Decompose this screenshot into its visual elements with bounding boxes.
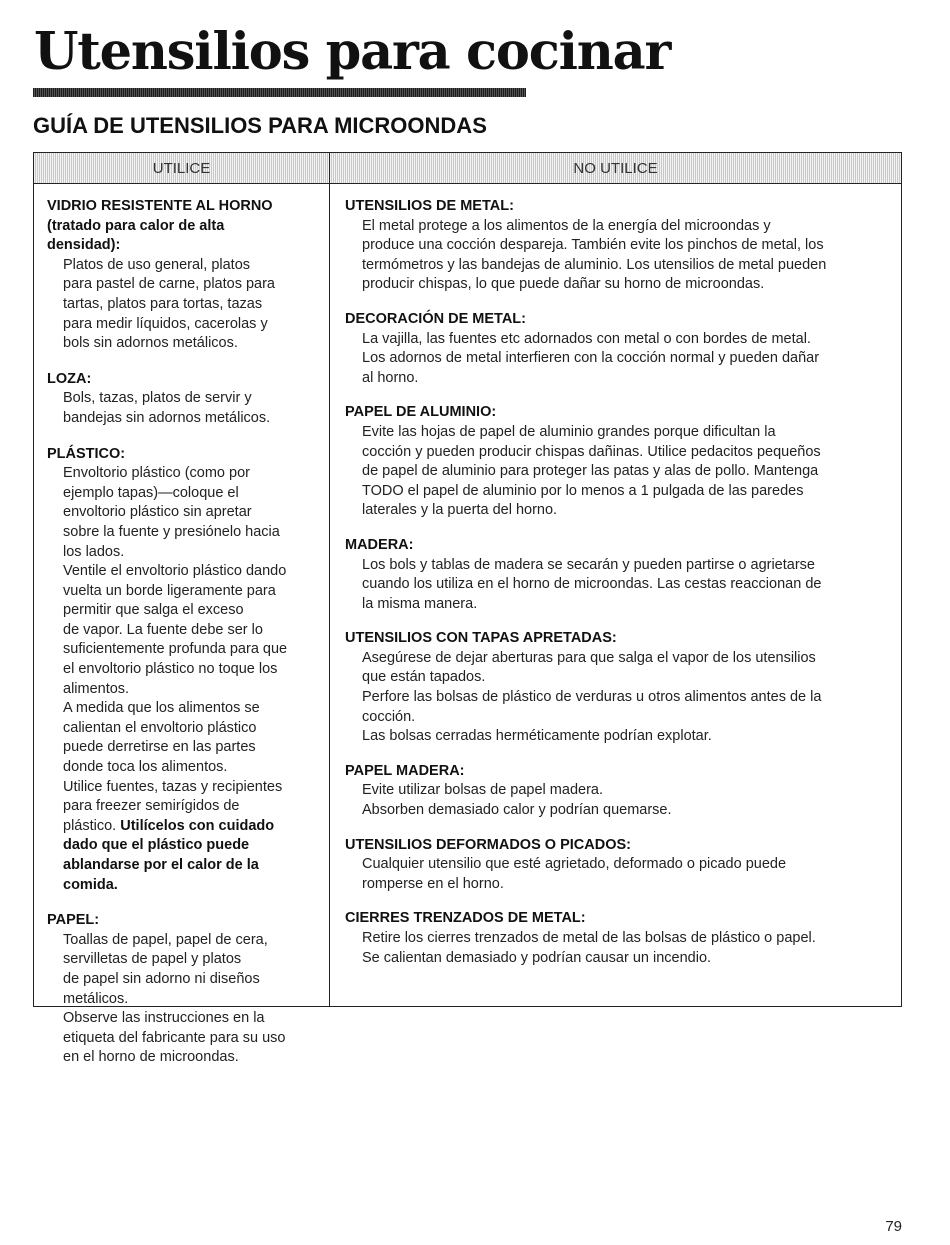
item-description: [345, 929, 893, 968]
desc-line: calientan el envoltorio plástico: [63, 719, 257, 736]
desc-line: cuando los utiliza en el horno de microondas. Las cestas reaccionan de: [362, 576, 822, 593]
heading-line: densidad):: [47, 237, 121, 254]
desc-line: permitir que salga el exceso: [63, 602, 244, 619]
desc-line: servilletas de papel y platos: [63, 951, 242, 968]
desc-line: cocción y pueden producir chispas dañinas. Utilice pedacitos pequeños: [362, 443, 821, 460]
desc-line: puede derretirse en las partes: [63, 739, 256, 756]
desc-line: Envoltorio plástico (como por: [63, 465, 250, 482]
desc-line: Se calientan demasiado y podrían causar un incendio.: [362, 949, 712, 966]
item-brown-paper: [345, 762, 893, 821]
desc-line: A medida que los alimentos se: [63, 700, 260, 717]
use-column: [47, 197, 322, 1084]
column-header-use: [34, 153, 329, 184]
desc-line: para pastel de carne, platos para: [63, 276, 275, 293]
desc-line: de vapor. La fuente debe ser lo: [63, 621, 263, 638]
warning-text: Utilícelos con cuidado: [120, 817, 275, 834]
desc-line: Las bolsas cerradas herméticamente podrían explotar.: [362, 728, 712, 745]
column-header-no-use: [330, 153, 901, 184]
desc-line: metálicos.: [63, 990, 129, 1007]
desc-line: el envoltorio plástico no toque los: [63, 661, 278, 678]
desc-line: los lados.: [63, 543, 125, 560]
desc-line: laterales y la puerta del horno.: [362, 502, 558, 519]
column-divider: [329, 153, 330, 1006]
desc-line: para freezer semirígidos de: [63, 798, 240, 815]
item-plastic: [47, 445, 322, 896]
desc-line: cocción.: [362, 708, 416, 725]
item-description: [345, 649, 893, 747]
desc-line: Retire los cierres trenzados de metal de las bolsas de plástico o papel.: [362, 930, 816, 946]
desc-line: para medir líquidos, cacerolas y: [63, 315, 268, 332]
desc-line: Absorben demasiado calor y podrían quemarse.: [362, 802, 672, 819]
desc-line: Asegúrese de dejar aberturas para que salga el vapor de los utensilios: [362, 649, 816, 666]
desc-line: alimentos.: [63, 680, 130, 697]
desc-line: de papel de aluminio para proteger las patas y alas de pollo. Mantenga: [362, 463, 819, 480]
desc-line: La vajilla, las fuentes etc adornados con metal o con bordes de metal.: [362, 330, 811, 347]
item-heading: [47, 197, 322, 256]
desc-line: vuelta un borde ligeramente para: [63, 582, 276, 599]
item-description: [47, 464, 322, 895]
item-pottery: [47, 370, 322, 429]
desc-line: al horno.: [362, 369, 419, 386]
warning-line: comida.: [63, 876, 118, 893]
item-metal-utensils: [345, 197, 893, 295]
desc-line: Los adornos de metal interfieren con la cocción normal y pueden dañar: [362, 350, 820, 367]
warning-line: dado que el plástico puede: [63, 837, 250, 854]
item-oven-glass: [47, 197, 322, 354]
item-description: [47, 389, 322, 428]
heading-line: VIDRIO RESISTENTE AL HORNO: [47, 198, 273, 214]
desc-line: que están tapados.: [362, 669, 486, 686]
item-heading: DECORACIÓN DE METAL:: [345, 310, 526, 327]
desc-line: Ventile el envoltorio plástico dando: [63, 563, 287, 580]
item-tight-lids: [345, 629, 893, 747]
desc-line-mixed: [63, 817, 322, 837]
desc-line: Platos de uso general, platos: [63, 256, 251, 273]
item-wood: [345, 536, 893, 614]
desc-line: ejemplo tapas)—coloque el: [63, 484, 239, 501]
desc-line: en el horno de microondas.: [63, 1049, 239, 1066]
desc-line: producir chispas, lo que puede dañar su horno de microondas.: [362, 276, 765, 293]
item-paper: [47, 911, 322, 1068]
item-description: [345, 423, 893, 521]
item-heading: LOZA:: [47, 370, 92, 387]
item-description: [345, 330, 893, 389]
desc-line: suficientemente profunda para que: [63, 641, 288, 658]
desc-line: tartas, platos para tortas, tazas: [63, 295, 263, 312]
desc-line: Cualquier utensilio que esté agrietado, deformado o picado puede: [362, 856, 787, 873]
item-heading: PAPEL MADERA:: [345, 762, 465, 779]
item-heading: UTENSILIOS CON TAPAS APRETADAS:: [345, 630, 617, 647]
desc-line: Bols, tazas, platos de servir y: [63, 390, 252, 407]
desc-plain-text: plástico.: [63, 817, 121, 834]
desc-line: Observe las instrucciones en la: [63, 1010, 265, 1027]
item-metal-twist-ties: [345, 909, 893, 968]
item-description: [47, 931, 322, 1068]
desc-line: El metal protege a los alimentos de la energía del microondas y: [362, 217, 771, 234]
desc-line: etiqueta del fabricante para su uso: [63, 1029, 286, 1046]
item-description: [47, 256, 322, 354]
item-heading: PLÁSTICO:: [47, 445, 126, 462]
item-heading: CIERRES TRENZADOS DE METAL:: [345, 910, 586, 927]
item-description: [345, 217, 893, 295]
item-description: [345, 556, 893, 615]
no-use-column: [345, 197, 893, 983]
desc-line: produce una cocción despareja. También evite los pinchos de metal, los: [362, 237, 824, 254]
cookware-guide-table: [33, 152, 902, 1066]
desc-line: romperse en el horno.: [362, 875, 504, 892]
page-number: 79: [885, 1218, 902, 1235]
desc-line: Perfore las bolsas de plástico de verduras u otros alimentos antes de la: [362, 689, 822, 706]
section-heading: GUÍA DE UTENSILIOS PARA MICROONDAS: [33, 113, 487, 138]
heading-line: (tratado para calor de alta: [47, 217, 225, 234]
desc-line: Evite las hojas de papel de aluminio grandes porque dificultan la: [362, 423, 776, 440]
desc-line: bandejas sin adornos metálicos.: [63, 409, 271, 426]
item-metal-decoration: [345, 310, 893, 388]
item-description: [345, 855, 893, 894]
item-description: [345, 781, 893, 820]
column-header-use-label: UTILICE: [152, 160, 211, 177]
item-aluminum-foil: [345, 403, 893, 521]
item-heading: PAPEL:: [47, 912, 100, 929]
desc-line: termómetros y las bandejas de aluminio. Los utensilios de metal pueden: [362, 256, 827, 273]
desc-line: Los bols y tablas de madera se secarán y pueden partirse o agrietarse: [362, 556, 815, 573]
desc-line: sobre la fuente y presiónelo hacia: [63, 523, 280, 540]
item-heading: MADERA:: [345, 536, 414, 553]
desc-line: Evite utilizar bolsas de papel madera.: [362, 782, 603, 799]
item-heading: PAPEL DE ALUMINIO:: [345, 404, 497, 421]
desc-line: Toallas de papel, papel de cera,: [63, 931, 268, 948]
warning-line: ablandarse por el calor de la: [63, 857, 259, 873]
desc-line: bols sin adornos metálicos.: [63, 335, 238, 352]
desc-line: Utilice fuentes, tazas y recipientes: [63, 778, 283, 795]
desc-line: TODO el papel de aluminio por lo menos a 1 pulgada de las paredes: [362, 482, 804, 499]
item-heading: UTENSILIOS DEFORMADOS O PICADOS:: [345, 836, 631, 853]
title-underline: [33, 88, 526, 97]
item-damaged-utensils: [345, 836, 893, 895]
desc-line: donde toca los alimentos.: [63, 759, 228, 776]
desc-line: envoltorio plástico sin apretar: [63, 504, 252, 521]
page-title: Utensilios para cocinar: [34, 22, 671, 82]
item-heading: UTENSILIOS DE METAL:: [345, 198, 514, 214]
column-header-no-use-label: NO UTILICE: [573, 160, 658, 177]
desc-line: de papel sin adorno ni diseños: [63, 970, 260, 987]
desc-line: la misma manera.: [362, 595, 478, 612]
